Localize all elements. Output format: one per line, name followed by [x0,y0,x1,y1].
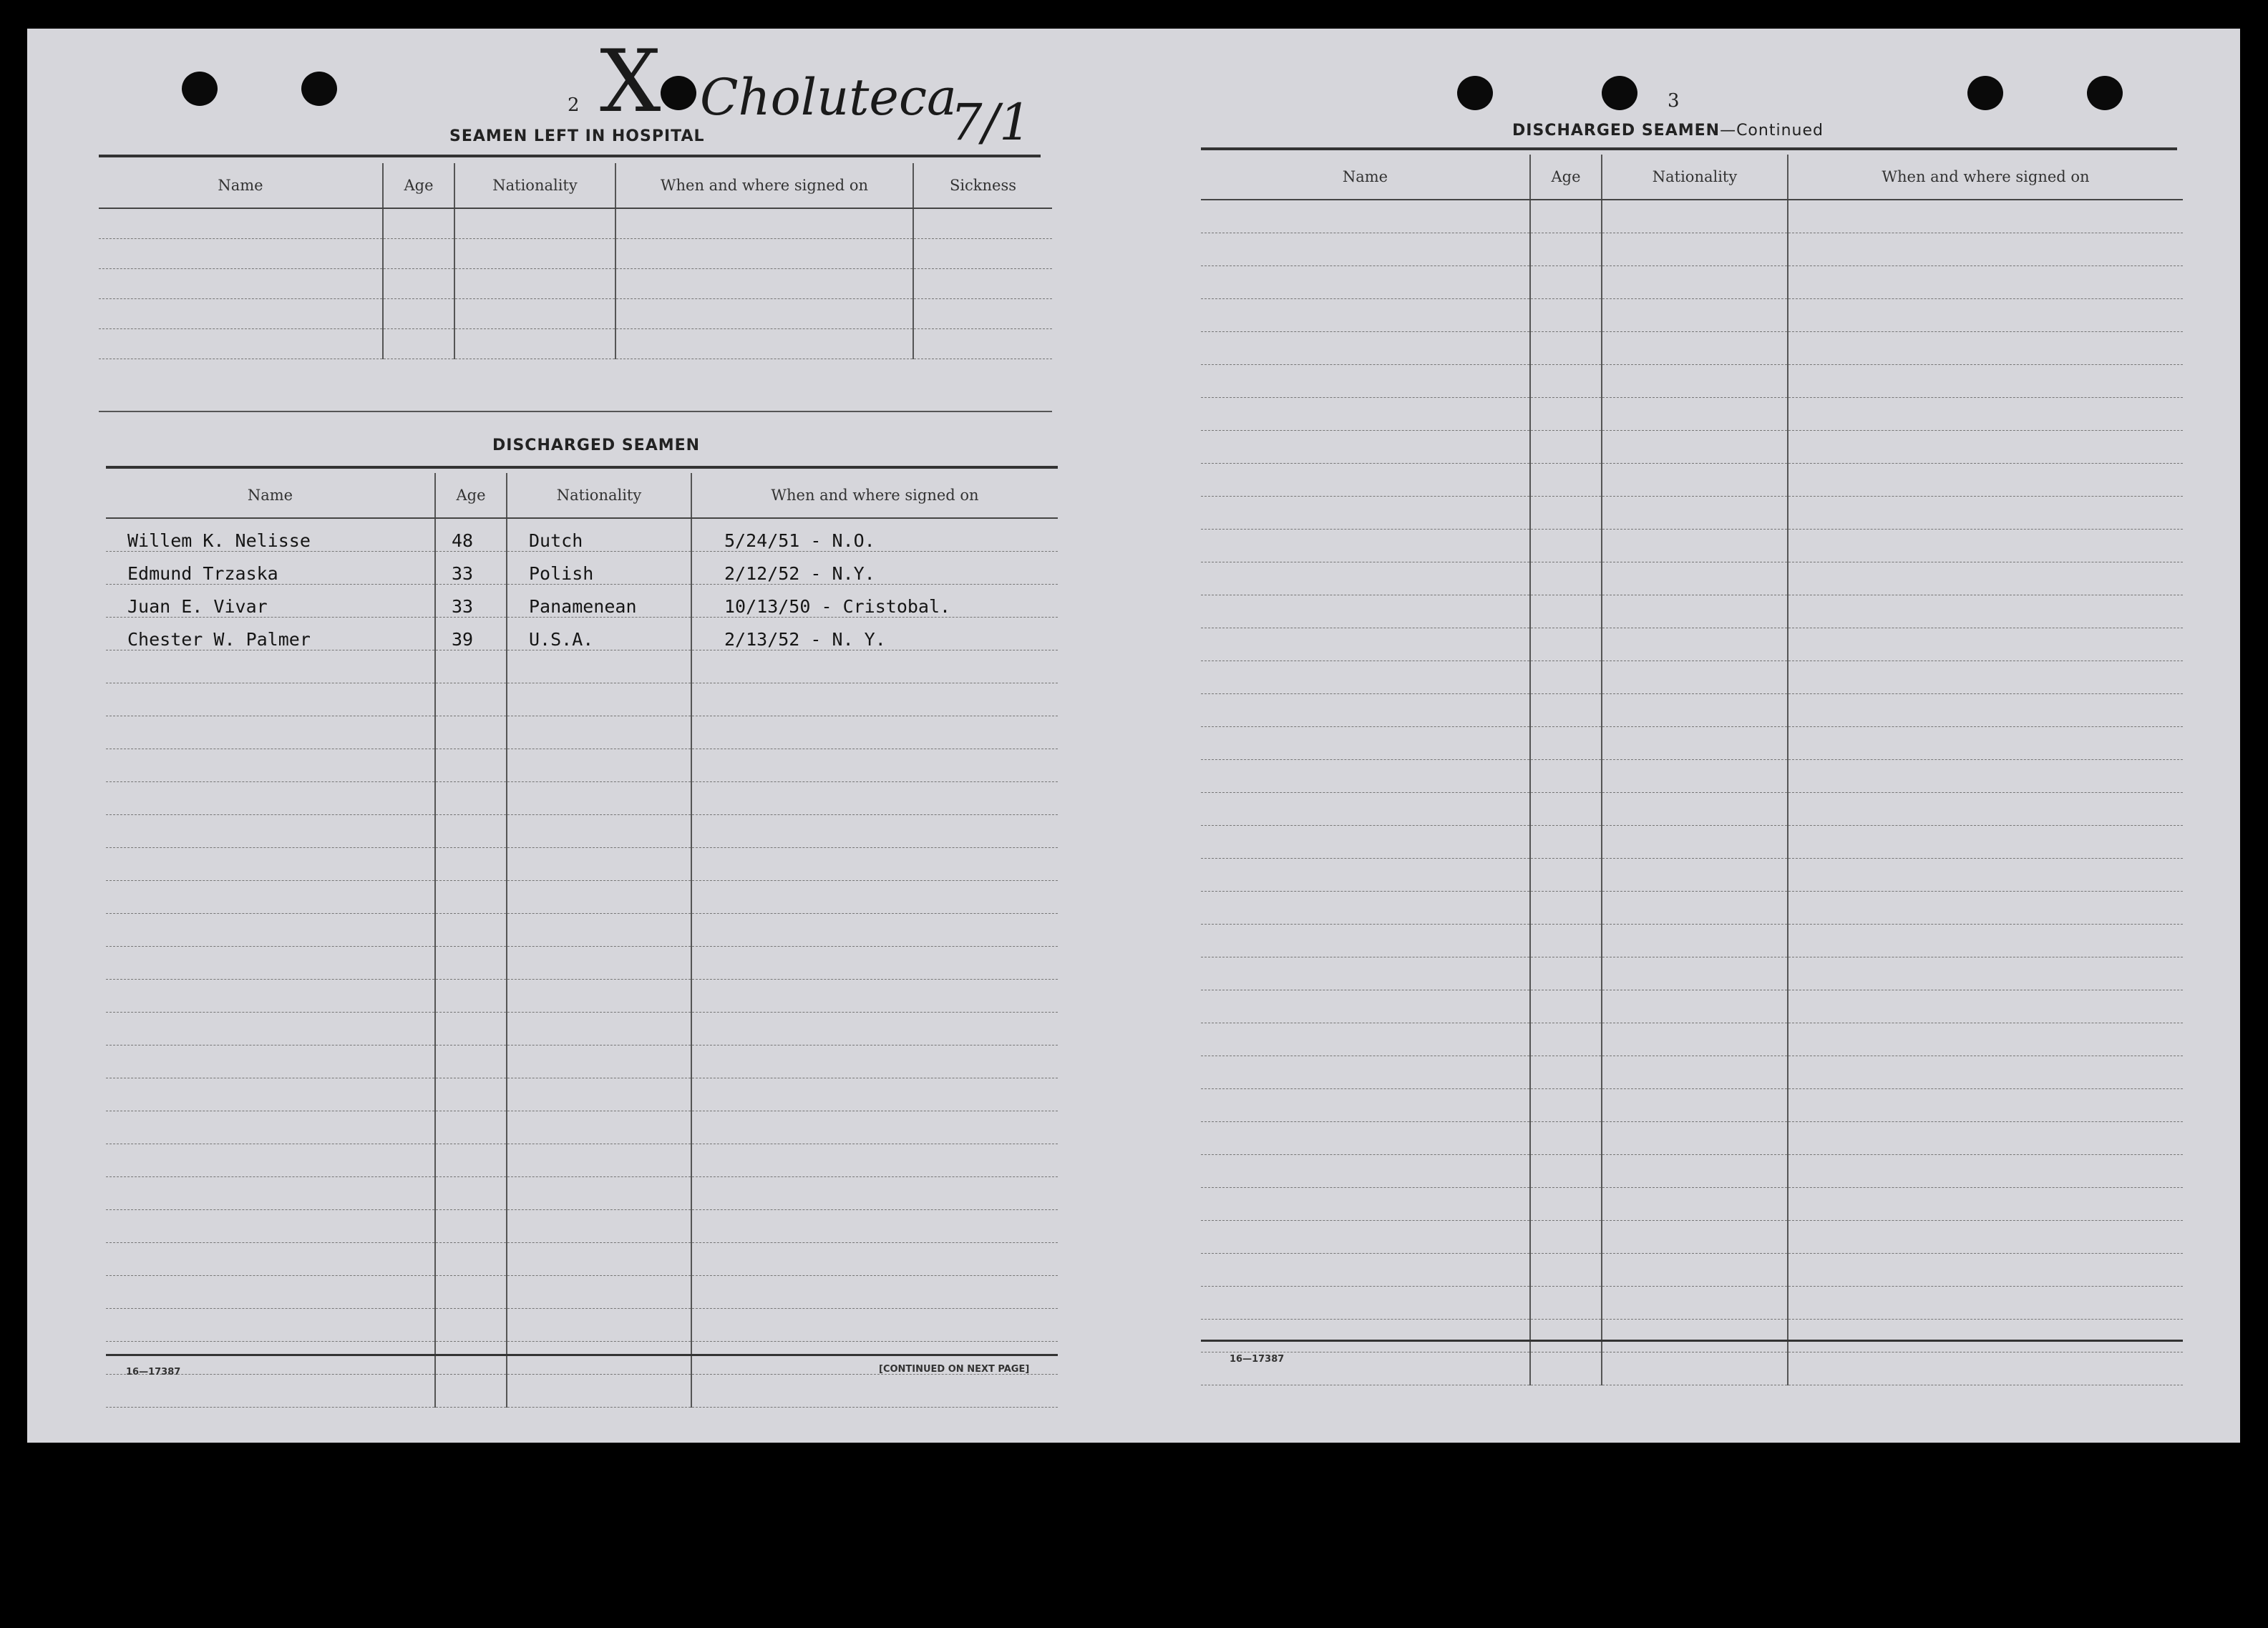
punch-hole [1602,76,1637,110]
table-row [106,947,1058,980]
table-row [1201,925,2183,957]
punch-hole [301,72,337,106]
table-row [99,239,1052,269]
divider [1201,1340,2183,1342]
table-row [1201,1221,2183,1254]
seaman-signed-on: 5/24/51 - N.O. [691,518,1058,552]
seaman-signed-on: 2/12/52 - N.Y. [691,552,1058,585]
table-row [106,1177,1058,1210]
table-row [1201,826,2183,859]
col-header-age: Age [435,473,507,518]
seaman-signed-on: 2/13/52 - N. Y. [691,618,1058,650]
discharged-table-left [106,473,1058,1408]
discharged-continued-title [1512,122,1824,140]
table-row [1201,760,2183,793]
punch-hole [1457,76,1493,110]
title-suffix: —Continued [1720,122,1824,140]
col-header-signed-on: When and where signed on [691,473,1058,518]
table-row [106,1276,1058,1309]
punch-hole [182,72,218,106]
divider [106,466,1058,469]
table-row [106,1375,1058,1408]
table-row [106,552,1058,585]
divider [1201,147,2177,150]
table-row [1201,957,2183,990]
col-header-nationality: Nationality [454,163,615,208]
table-row [1201,1056,2183,1089]
table-row [106,980,1058,1013]
table-row [106,881,1058,914]
divider [106,1354,1058,1356]
table-row [1201,1023,2183,1056]
table-row [1201,661,2183,694]
table-row [1201,694,2183,727]
discharged-table-right [1201,155,2183,1385]
table-row [1201,200,2183,233]
col-header-sickness: Sickness [913,163,1052,208]
punch-hole [661,76,696,110]
col-header-nationality: Nationality [1602,155,1788,200]
table-row [1201,892,2183,925]
table-row [1201,793,2183,826]
table-header-row [106,473,1058,518]
seaman-nationality: Dutch [507,518,691,552]
table-row [99,329,1052,359]
seaman-name: Willem K. Nelisse [106,518,435,552]
table-row [106,716,1058,749]
handwritten-vessel-name: Choluteca [700,68,957,127]
seaman-age: 39 [435,618,507,650]
table-row [1201,727,2183,760]
table-row [1201,1320,2183,1352]
table-row [1201,266,2183,299]
table-row [99,299,1052,329]
page-number-right: 3 [1668,90,1680,112]
table-row [1201,431,2183,464]
col-header-signed-on: When and where signed on [1788,155,2183,200]
continued-note: [CONTINUED ON NEXT PAGE] [879,1364,1030,1375]
seaman-nationality: U.S.A. [507,618,691,650]
col-header-age: Age [383,163,454,208]
form-number-right: 16—17387 [1230,1354,1285,1365]
table-row [1201,497,2183,530]
handwritten-date: 7/1 [950,93,1031,152]
table-row [106,782,1058,815]
table-row [106,1144,1058,1177]
table-row [99,269,1052,299]
punch-hole [2087,76,2123,110]
table-row [106,1243,1058,1276]
table-row [106,1013,1058,1045]
divider [99,411,1052,412]
table-row [106,683,1058,716]
table-row [1201,628,2183,661]
divider [99,155,1041,157]
table-row [106,618,1058,650]
table-row [106,1210,1058,1243]
table-row [106,518,1058,552]
col-header-name: Name [106,473,435,518]
discharged-section-title: DISCHARGED SEAMEN [492,437,701,454]
table-header-row [1201,155,2183,200]
table-row [1201,1188,2183,1221]
col-header-name: Name [99,163,383,208]
table-row [1201,595,2183,628]
table-row [1201,859,2183,892]
seaman-signed-on: 10/13/50 - Cristobal. [691,585,1058,618]
col-header-name: Name [1201,155,1530,200]
handwritten-x-mark: X [600,32,661,132]
table-header-row [99,163,1052,208]
table-row [106,650,1058,683]
title-main: DISCHARGED SEAMEN [1512,122,1721,140]
hospital-table [99,163,1052,359]
table-row [106,1111,1058,1144]
table-row [1201,562,2183,595]
hospital-section-title: SEAMEN LEFT IN HOSPITAL [449,127,705,145]
col-header-signed-on: When and where signed on [615,163,913,208]
table-row [1201,1287,2183,1320]
col-header-age: Age [1530,155,1602,200]
table-row [106,749,1058,782]
table-row [1201,365,2183,398]
table-row [1201,1089,2183,1122]
table-row [106,1309,1058,1342]
table-row [1201,1155,2183,1188]
table-row [106,914,1058,947]
table-row [1201,398,2183,431]
seaman-age: 48 [435,518,507,552]
table-row [106,585,1058,618]
punch-hole [1967,76,2003,110]
table-row [1201,1352,2183,1385]
table-row [1201,299,2183,332]
table-row [1201,530,2183,562]
seaman-age: 33 [435,552,507,585]
table-row [1201,332,2183,365]
table-row [106,848,1058,881]
table-row [106,1078,1058,1111]
seaman-name: Edmund Trzaska [106,552,435,585]
seaman-nationality: Polish [507,552,691,585]
seaman-nationality: Panamenean [507,585,691,618]
table-row [1201,1122,2183,1155]
seaman-age: 33 [435,585,507,618]
col-header-nationality: Nationality [507,473,691,518]
table-row [99,208,1052,239]
table-row [1201,464,2183,497]
seaman-name: Juan E. Vivar [106,585,435,618]
document-sheet [27,29,2240,1443]
table-row [106,815,1058,848]
form-number-left: 16—17387 [126,1367,181,1378]
table-row [1201,990,2183,1023]
table-row [106,1045,1058,1078]
page-number-left: 2 [568,94,580,116]
seaman-name: Chester W. Palmer [106,618,435,650]
table-row [1201,233,2183,266]
table-row [1201,1254,2183,1287]
